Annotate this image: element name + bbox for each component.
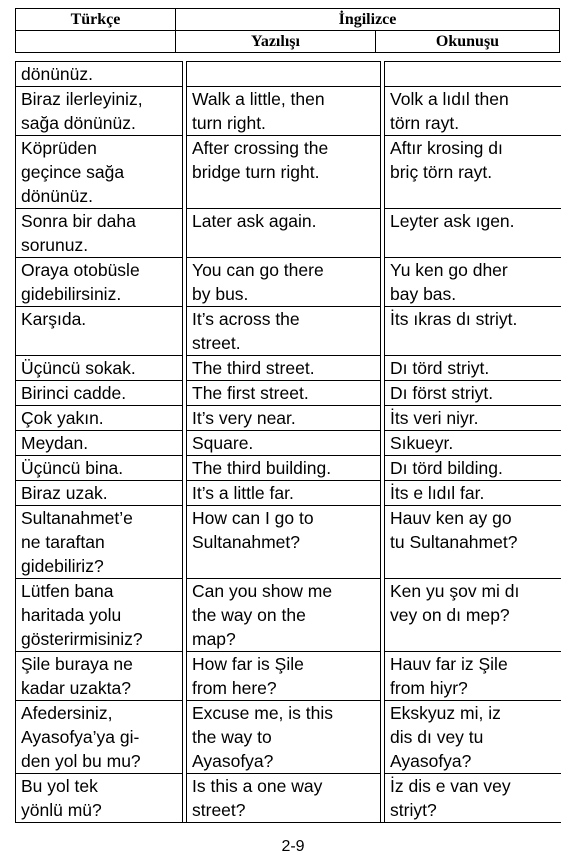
cell-line: Square. — [192, 433, 254, 453]
pronunciation-cell — [384, 430, 561, 455]
turkish-subheader-blank — [16, 31, 176, 53]
cell-line: Biraz ilerleyiniz, — [21, 89, 143, 109]
pronunciation-cell — [384, 208, 561, 257]
english-spelling-cell — [186, 355, 380, 380]
cell-line: map? — [192, 629, 236, 649]
phrase-row — [15, 257, 561, 306]
cell-line: sorunuz. — [21, 235, 89, 255]
turkish-cell — [15, 86, 182, 135]
english-spelling-cell — [186, 480, 380, 505]
phrase-row — [15, 455, 561, 480]
phrase-row — [15, 306, 561, 355]
turkish-cell — [15, 700, 182, 773]
cell-line: İts veri niyr. — [390, 408, 479, 428]
pronunciation-cell — [384, 380, 561, 405]
cell-line: Üçüncü bina. — [21, 458, 124, 478]
cell-line: Dı törd bilding. — [390, 458, 503, 478]
pronunciation-cell — [384, 505, 561, 578]
cell-line: İts e lıdıl far. — [390, 483, 485, 503]
cell-line: dis dı vey tu — [390, 727, 484, 747]
cell-line: Yu ken go dher — [390, 260, 508, 280]
cell-line: Dı törd striyt. — [390, 358, 490, 378]
pronunciation-cell — [384, 306, 561, 355]
cell-line: Volk a lıdıl then — [390, 89, 509, 109]
cell-line: Walk a little, then — [192, 89, 325, 109]
cell-line: Sultanahmet? — [192, 532, 300, 552]
cell-line: Afedersiniz, — [21, 703, 113, 723]
pronunciation-column-header: Okunuşu — [376, 31, 560, 53]
cell-line: Birinci cadde. — [21, 383, 127, 403]
cell-line: Is this a one way — [192, 776, 323, 796]
phrase-row — [15, 651, 561, 700]
turkish-cell — [15, 773, 182, 823]
cell-line: You can go there — [192, 260, 324, 280]
phrase-row — [15, 355, 561, 380]
cell-line: Biraz uzak. — [21, 483, 108, 503]
cell-line: Ken yu şov mi dı — [390, 581, 520, 601]
cell-line: den yol bu mu? — [21, 751, 141, 771]
english-spelling-cell — [186, 61, 380, 86]
cell-line: sağa dönünüz. — [21, 113, 136, 133]
cell-line: the way on the — [192, 605, 306, 625]
cell-line: vey on dı mep? — [390, 605, 510, 625]
pronunciation-cell — [384, 455, 561, 480]
cell-line: törn rayt. — [390, 113, 460, 133]
english-spelling-cell — [186, 380, 380, 405]
turkish-cell — [15, 651, 182, 700]
turkish-cell — [15, 61, 182, 86]
cell-line: Sıkueyr. — [390, 433, 454, 453]
cell-line: After crossing the — [192, 138, 329, 158]
cell-line: bay bas. — [390, 284, 457, 304]
phrase-row — [15, 430, 561, 455]
cell-line: striyt? — [390, 800, 437, 820]
phrase-row — [15, 773, 561, 823]
pronunciation-cell — [384, 355, 561, 380]
cell-line: It’s a little far. — [192, 483, 294, 503]
cell-line: Oraya otobüsle — [21, 260, 140, 280]
cell-line: The third street. — [192, 358, 315, 378]
cell-line: Köprüden — [21, 138, 97, 158]
cell-line: Ayasofya’ya gi- — [21, 727, 140, 747]
cell-line: İz dis e van vey — [390, 776, 511, 796]
pronunciation-cell — [384, 480, 561, 505]
turkish-cell — [15, 380, 182, 405]
cell-line: Aftır krosing dı — [390, 138, 503, 158]
cell-line: Ayasofya? — [390, 751, 472, 771]
turkish-column-header: Türkçe — [16, 9, 176, 31]
cell-line: Ekskyuz mi, iz — [390, 703, 501, 723]
cell-line: Leyter ask ıgen. — [390, 211, 515, 231]
english-spelling-cell — [186, 505, 380, 578]
phrase-row — [15, 700, 561, 773]
cell-line: turn right. — [192, 113, 266, 133]
cell-line: gidebiliriz? — [21, 556, 104, 576]
turkish-cell — [15, 430, 182, 455]
cell-line: haritada yolu — [21, 605, 122, 625]
pronunciation-cell — [384, 578, 561, 651]
cell-line: bridge turn right. — [192, 162, 320, 182]
phrase-row — [15, 135, 561, 208]
cell-line: Dı först striyt. — [390, 383, 494, 403]
phrase-row — [15, 380, 561, 405]
cell-line: from hiyr? — [390, 678, 468, 698]
cell-line: The third building. — [192, 458, 332, 478]
cell-line: Ayasofya? — [192, 751, 274, 771]
phrase-table — [15, 61, 561, 823]
turkish-cell — [15, 455, 182, 480]
pronunciation-cell — [384, 773, 561, 823]
cell-line: İts ıkras dı striyt. — [390, 309, 518, 329]
cell-line: Çok yakın. — [21, 408, 104, 428]
english-column-header: İngilizce — [176, 9, 560, 31]
cell-line: Hauv ken ay go — [390, 508, 512, 528]
pronunciation-cell — [384, 257, 561, 306]
cell-line: Bu yol tek — [21, 776, 98, 796]
turkish-cell — [15, 306, 182, 355]
phrase-row — [15, 86, 561, 135]
cell-line: dönünüz. — [21, 64, 94, 84]
cell-line: Lütfen bana — [21, 581, 114, 601]
cell-line: yönlü mü? — [21, 800, 102, 820]
cell-line: tu Sultanahmet? — [390, 532, 518, 552]
cell-line: Excuse me, is this — [192, 703, 334, 723]
cell-line: How far is Şile — [192, 654, 304, 674]
cell-line: Sonra bir daha — [21, 211, 136, 231]
cell-line: street? — [192, 800, 246, 820]
cell-line: street. — [192, 333, 241, 353]
english-spelling-cell — [186, 700, 380, 773]
pronunciation-cell — [384, 405, 561, 430]
cell-line: gösterirmisiniz? — [21, 629, 143, 649]
cell-line: by bus. — [192, 284, 249, 304]
pronunciation-cell — [384, 700, 561, 773]
cell-line: It’s very near. — [192, 408, 296, 428]
english-spelling-cell — [186, 135, 380, 208]
cell-line: gidebilirsiniz. — [21, 284, 122, 304]
turkish-cell — [15, 405, 182, 430]
english-spelling-cell — [186, 257, 380, 306]
header-table — [15, 8, 560, 53]
page-number: 2-9 — [281, 838, 305, 855]
cell-line: Later ask again. — [192, 211, 317, 231]
phrase-row — [15, 405, 561, 430]
cell-line: Meydan. — [21, 433, 89, 453]
cell-line: Can you show me — [192, 581, 333, 601]
english-spelling-cell — [186, 455, 380, 480]
cell-line: How can I go to — [192, 508, 314, 528]
pronunciation-cell — [384, 86, 561, 135]
phrase-row — [15, 578, 561, 651]
english-spelling-cell — [186, 208, 380, 257]
english-spelling-cell — [186, 430, 380, 455]
phrase-row — [15, 505, 561, 578]
spelling-column-header: Yazılışı — [176, 31, 376, 53]
pronunciation-cell — [384, 135, 561, 208]
turkish-cell — [15, 578, 182, 651]
cell-line: Şile buraya ne — [21, 654, 133, 674]
cell-line: dönünüz. — [21, 186, 94, 206]
cell-line: from here? — [192, 678, 277, 698]
english-spelling-cell — [186, 651, 380, 700]
cell-line: Sultanahmet’e — [21, 508, 133, 528]
cell-line: Üçüncü sokak. — [21, 358, 136, 378]
english-spelling-cell — [186, 405, 380, 430]
pronunciation-cell — [384, 651, 561, 700]
phrase-row — [15, 61, 561, 86]
english-spelling-cell — [186, 773, 380, 823]
cell-line: briç törn rayt. — [390, 162, 493, 182]
cell-line: Hauv far iz Şile — [390, 654, 508, 674]
cell-line: the way to — [192, 727, 272, 747]
turkish-cell — [15, 355, 182, 380]
cell-line: The first street. — [192, 383, 309, 403]
phrase-row — [15, 208, 561, 257]
cell-line: It’s across the — [192, 309, 300, 329]
turkish-cell — [15, 480, 182, 505]
turkish-cell — [15, 505, 182, 578]
cell-line: kadar uzakta? — [21, 678, 131, 698]
turkish-cell — [15, 208, 182, 257]
cell-line: geçince sağa — [21, 162, 125, 182]
turkish-cell — [15, 257, 182, 306]
cell-line: Karşıda. — [21, 309, 87, 329]
cell-line: ne taraftan — [21, 532, 105, 552]
english-spelling-cell — [186, 86, 380, 135]
pronunciation-cell — [384, 61, 561, 86]
phrase-row — [15, 480, 561, 505]
english-spelling-cell — [186, 306, 380, 355]
english-spelling-cell — [186, 578, 380, 651]
turkish-cell — [15, 135, 182, 208]
